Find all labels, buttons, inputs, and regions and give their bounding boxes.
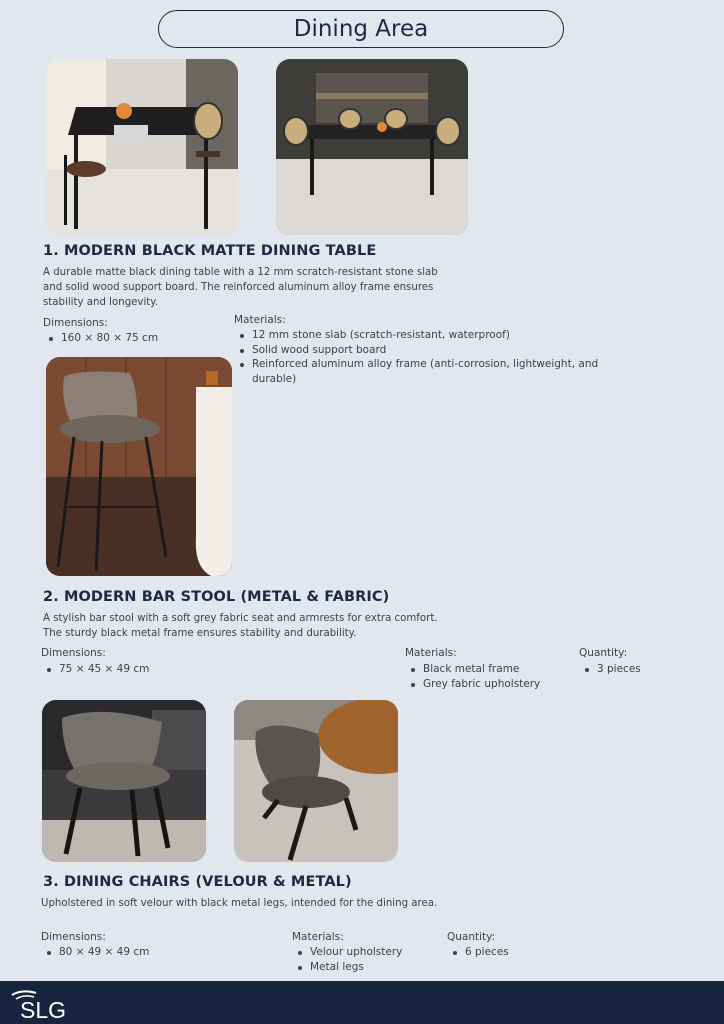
bar-stool-photo [46,357,232,576]
item-1-heading: 1. MODERN BLACK MATTE DINING TABLE [43,243,377,259]
item-1-material: Solid wood support board [234,343,624,358]
item-3-quantity: 6 pieces [447,945,509,960]
item-3-materials-list [292,945,402,974]
item-1-materials-label: Materials: [234,314,286,326]
item-3-dimensions-label: Dimensions: [41,931,106,943]
item-1-materials-list [234,328,624,386]
item-1-material: 12 mm stone slab (scratch-resistant, waterproof) [234,328,624,343]
item-2-dimensions-label: Dimensions: [41,647,106,659]
item-2-dimensions-list [41,662,149,677]
item-2-materials-list [405,662,540,691]
item-1-material: Reinforced aluminum alloy frame (anti-corrosion, lightweight, and durable) [234,357,624,386]
item-2-description: A stylish bar stool with a soft grey fabric seat and armrests for extra comfort. The sturdy black metal frame ensures stability and durability. [43,613,438,639]
item-2-quantity: 3 pieces [579,662,641,677]
item-3-description: Upholstered in soft velour with black metal legs, intended for the dining area. [41,898,438,909]
item-1-description: A durable matte black dining table with a 12 mm scratch-resistant stone slab and solid wood support board. The reinforced aluminum alloy frame ensures stability and longevity. [43,267,438,308]
item-2-material: Black metal frame [405,662,540,677]
dining-chair-photo-1 [42,700,206,862]
dining-table-photo-1 [46,59,238,235]
item-3-materials-label: Materials: [292,931,344,943]
item-3-quantity-list [447,945,509,960]
item-2-heading: 2. MODERN BAR STOOL (METAL & FABRIC) [43,589,390,605]
item-2-dimension: 75 × 45 × 49 cm [41,662,149,677]
slg-logo [10,987,74,1021]
item-2-quantity-label: Quantity: [579,647,628,659]
item-3-heading: 3. DINING CHAIRS (VELOUR & METAL) [43,874,352,890]
item-2-material: Grey fabric upholstery [405,677,540,692]
footer-bar [0,981,724,1024]
page-title: Dining Area [158,10,564,48]
dining-table-photo-2 [276,59,468,235]
item-3-material: Velour upholstery [292,945,402,960]
item-3-dimensions-list [41,945,149,960]
item-3-dimension: 80 × 49 × 49 cm [41,945,149,960]
dining-chair-photo-2 [234,700,398,862]
logo-text: SLG [20,997,67,1021]
item-1-dimension: 160 × 80 × 75 cm [43,331,158,346]
item-1-dimensions-label: Dimensions: [43,317,108,329]
item-2-quantity-list [579,662,641,677]
item-2-materials-label: Materials: [405,647,457,659]
item-1-dimensions-list [43,331,158,346]
item-3-material: Metal legs [292,960,402,975]
item-3-quantity-label: Quantity: [447,931,496,943]
